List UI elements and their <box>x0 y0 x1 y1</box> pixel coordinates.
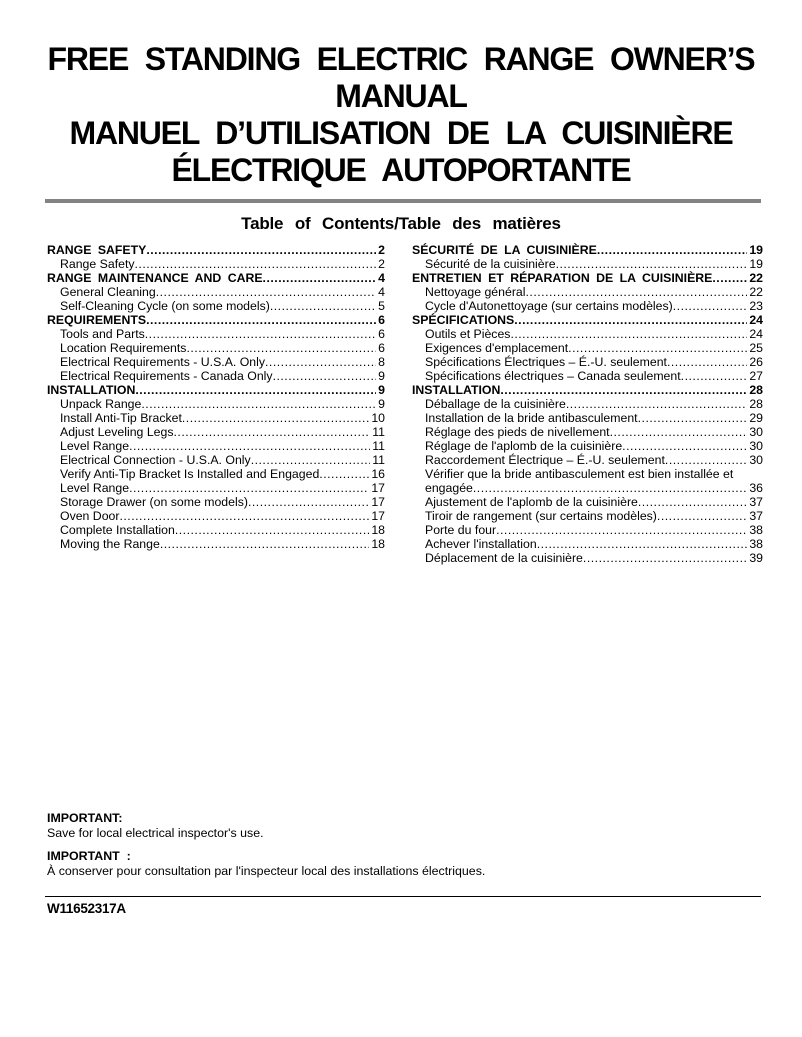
title-english-line2: MANUAL <box>335 78 467 114</box>
toc-entry-label: RANGE SAFETY <box>47 243 147 257</box>
toc-entry <box>412 537 763 551</box>
toc-leader-dots <box>597 243 747 257</box>
toc-leader-dots <box>273 369 377 383</box>
toc-entry-label: Tiroir de rangement (sur certains modèles) <box>425 509 657 523</box>
toc-entry <box>412 411 763 425</box>
toc-entry-label: Réglage des pieds de nivellement <box>425 425 610 439</box>
toc-entry <box>412 509 763 523</box>
toc-entry-page: 11 <box>372 439 385 453</box>
toc-leader-dots <box>160 537 370 551</box>
toc-entry-page: 28 <box>749 383 763 397</box>
toc-entry <box>412 453 763 467</box>
toc-leader-dots <box>156 285 376 299</box>
toc-leader-dots <box>681 369 748 383</box>
toc-leader-dots <box>496 523 747 537</box>
toc-entry <box>412 467 763 481</box>
toc-entry <box>412 383 763 397</box>
title-french-line1: MANUEL D’UTILISATION DE LA CUISINIÈRE <box>69 115 733 151</box>
toc-entry-label: Nettoyage général <box>425 285 526 299</box>
toc-leader-dots <box>667 355 747 369</box>
toc-entry-label: Range Safety <box>60 257 135 271</box>
toc-entry-label: Sécurité de la cuisinière <box>425 257 556 271</box>
toc-entry-label: Exigences d'emplacement <box>425 341 569 355</box>
toc-entry <box>47 299 385 313</box>
footer-notes <box>47 811 763 879</box>
toc-entry-page: 2 <box>378 243 385 257</box>
toc-leader-dots <box>556 257 748 271</box>
toc-entry-label: Storage Drawer (on some models) <box>60 495 248 509</box>
toc-entry-page: 36 <box>749 481 763 495</box>
toc-entry-page: 9 <box>378 397 385 411</box>
toc-entry-label: Self-Cleaning Cycle (on some models) <box>60 299 270 313</box>
toc-leader-dots <box>135 257 377 271</box>
toc-entry-page: 16 <box>371 467 385 481</box>
toc-entry-label: Déballage de la cuisinière <box>425 397 566 411</box>
toc-entry-label: Electrical Requirements - U.S.A. Only <box>60 355 266 369</box>
toc-entry-page: 4 <box>378 285 385 299</box>
toc-entry-page: 22 <box>749 271 763 285</box>
toc-entry-page: 38 <box>749 537 763 551</box>
toc-leader-dots <box>129 481 369 495</box>
toc-entry <box>412 313 763 327</box>
toc-leader-dots <box>566 397 747 411</box>
important-text-english: Save for local electrical inspector's use. <box>47 826 264 840</box>
toc-leader-dots <box>319 467 369 481</box>
toc-entry-page: 8 <box>378 355 385 369</box>
toc-entry <box>47 341 385 355</box>
toc-leader-dots <box>265 355 376 369</box>
toc-entry-page: 18 <box>371 523 385 537</box>
toc-leader-dots <box>186 341 376 355</box>
toc-entry-label: Oven Door <box>60 509 120 523</box>
toc-entry <box>47 439 385 453</box>
toc-entry-label: SPÉCIFICATIONS <box>412 313 515 327</box>
toc-entry-page: 22 <box>749 285 763 299</box>
toc-column-right <box>412 243 763 565</box>
toc-entry <box>412 285 763 299</box>
toc-entry-label: Raccordement Électrique – É.-U. seulement <box>425 453 665 467</box>
toc-leader-dots <box>526 285 748 299</box>
toc-leader-dots <box>175 523 369 537</box>
toc-leader-dots <box>568 341 747 355</box>
toc-entry <box>47 411 385 425</box>
important-text-french: À conserver pour consultation par l'inspecteur local des installations électriques. <box>47 864 486 878</box>
toc-entry <box>412 327 763 341</box>
toc-entry-label: Level Range <box>60 439 130 453</box>
toc-entry-page: 30 <box>749 453 763 467</box>
toc-entry <box>47 453 385 467</box>
toc-entry-label: SÉCURITÉ DE LA CUISINIÈRE <box>412 243 597 257</box>
toc-entry-page: 9 <box>378 369 385 383</box>
toc-entry <box>412 439 763 453</box>
toc-entry <box>412 481 763 495</box>
toc-entry <box>47 271 385 285</box>
toc-entry-page: 37 <box>749 495 763 509</box>
toc-entry <box>47 481 385 495</box>
toc-entry-label: Moving the Range <box>60 537 160 551</box>
toc-leader-dots <box>657 509 747 523</box>
title-english-line1: FREE STANDING ELECTRIC RANGE OWNER’S <box>47 41 755 77</box>
toc-leader-dots <box>500 383 747 397</box>
toc-leader-dots <box>146 243 376 257</box>
toc-entry-page: 9 <box>378 383 385 397</box>
toc-entry <box>47 397 385 411</box>
title-french-line2: ÉLECTRIQUE AUTOPORTANTE <box>171 152 631 188</box>
toc-entry-label: Tools and Parts <box>60 327 145 341</box>
title-divider-rule <box>45 199 761 203</box>
toc-entry-label: RANGE MAINTENANCE AND CARE <box>47 271 263 285</box>
toc-entry-label: Ajustement de l'aplomb de la cuisinière <box>425 495 638 509</box>
toc-entry <box>412 355 763 369</box>
toc-entry-page: 2 <box>378 257 385 271</box>
toc-entry <box>412 551 763 565</box>
toc-entry-page: 24 <box>749 327 763 341</box>
toc-leader-dots <box>638 411 748 425</box>
toc-leader-dots <box>638 495 747 509</box>
toc-leader-dots <box>145 327 376 341</box>
toc-entry-page: 23 <box>749 299 763 313</box>
toc-heading: Table of Contents/Table des matières <box>241 214 561 233</box>
toc-entry-label: Complete Installation <box>60 523 175 537</box>
footer-divider-rule <box>45 896 761 897</box>
toc-entry-label: Achever l'installation <box>425 537 537 551</box>
toc-entry-label: Outils et Pièces <box>425 327 511 341</box>
toc-entry-page: 10 <box>371 411 385 425</box>
toc-entry <box>47 509 385 523</box>
toc-column-left <box>47 243 385 565</box>
toc-entry-page: 28 <box>749 397 763 411</box>
toc-entry-page: 19 <box>749 243 763 257</box>
toc-entry-page: 30 <box>749 425 763 439</box>
toc-entry-label: General Cleaning <box>60 285 156 299</box>
toc-leader-dots <box>537 537 748 551</box>
document-part-number: W11652317A <box>47 901 126 916</box>
toc-leader-dots <box>610 425 748 439</box>
toc-entry <box>47 523 385 537</box>
toc-entry-page: 29 <box>749 411 763 425</box>
toc-entry-label: Adjust Leveling Legs <box>60 425 174 439</box>
toc-entry-label: Spécifications Électriques – É.-U. seulement <box>425 355 667 369</box>
toc-entry <box>47 257 385 271</box>
toc-entry-page: 6 <box>378 313 385 327</box>
toc-entry <box>47 313 385 327</box>
toc-leader-dots <box>263 271 377 285</box>
toc-entry <box>412 369 763 383</box>
toc-entry <box>47 537 385 551</box>
toc-entry <box>412 243 763 257</box>
toc-entry <box>412 495 763 509</box>
toc-entry-label: Réglage de l'aplomb de la cuisinière <box>425 439 623 453</box>
toc-leader-dots <box>712 271 747 285</box>
toc-entry-page: 39 <box>749 551 763 565</box>
toc-entry-label: Electrical Requirements - Canada Only <box>60 369 273 383</box>
toc-leader-dots <box>473 481 747 495</box>
toc-leader-dots <box>514 313 747 327</box>
toc-entry <box>47 285 385 299</box>
important-label-english: IMPORTANT: <box>47 811 123 825</box>
toc-entry <box>412 257 763 271</box>
toc-leader-dots <box>248 495 369 509</box>
table-of-contents <box>47 243 763 565</box>
important-label-french: IMPORTANT : <box>47 849 131 863</box>
toc-entry <box>47 425 385 439</box>
toc-leader-dots <box>583 551 747 565</box>
toc-leader-dots <box>119 509 369 523</box>
toc-entry-page: 17 <box>371 495 385 509</box>
toc-entry-page: 37 <box>749 509 763 523</box>
toc-leader-dots <box>146 313 376 327</box>
toc-leader-dots <box>622 439 747 453</box>
toc-entry-page: 38 <box>749 523 763 537</box>
toc-entry-page: 6 <box>378 341 385 355</box>
important-note-french <box>47 849 763 879</box>
toc-entry-label: Unpack Range <box>60 397 142 411</box>
toc-leader-dots <box>135 383 376 397</box>
toc-entry-label: Level Range <box>60 481 130 495</box>
important-note-english <box>47 811 763 841</box>
toc-entry <box>47 495 385 509</box>
toc-entry-page: 30 <box>749 439 763 453</box>
toc-entry-page: 19 <box>749 257 763 271</box>
toc-leader-dots <box>510 327 747 341</box>
toc-entry-label: Déplacement de la cuisinière <box>425 551 583 565</box>
toc-entry-page: 25 <box>749 341 763 355</box>
toc-entry <box>412 341 763 355</box>
toc-entry-label: Electrical Connection - U.S.A. Only <box>60 453 251 467</box>
toc-entry-label: Install Anti-Tip Bracket <box>60 411 182 425</box>
toc-leader-dots <box>665 453 747 467</box>
toc-entry <box>47 369 385 383</box>
toc-entry-page: 18 <box>371 537 385 551</box>
toc-entry-page: 6 <box>378 327 385 341</box>
toc-entry-label: REQUIREMENTS <box>47 313 147 327</box>
toc-entry-label: Verify Anti-Tip Bracket Is Installed and Engaged <box>60 467 320 481</box>
toc-entry-page: 24 <box>749 313 763 327</box>
toc-entry-page: 17 <box>371 481 385 495</box>
toc-entry-page: 5 <box>378 299 385 313</box>
toc-entry-page: 17 <box>371 509 385 523</box>
toc-entry <box>412 299 763 313</box>
toc-entry-label: INSTALLATION <box>412 383 501 397</box>
toc-entry <box>47 383 385 397</box>
toc-entry <box>412 425 763 439</box>
toc-entry <box>412 523 763 537</box>
toc-entry <box>412 397 763 411</box>
toc-leader-dots <box>129 439 370 453</box>
toc-entry <box>47 243 385 257</box>
toc-entry <box>412 271 763 285</box>
toc-entry-label: Location Requirements <box>60 341 187 355</box>
toc-entry-label: INSTALLATION <box>47 383 136 397</box>
toc-leader-dots <box>270 299 376 313</box>
toc-leader-dots <box>141 397 376 411</box>
toc-entry-label: Spécifications électriques – Canada seulement <box>425 369 681 383</box>
toc-entry-page: 27 <box>749 369 763 383</box>
toc-entry-page: 11 <box>372 453 385 467</box>
toc-entry-page: 4 <box>378 271 385 285</box>
toc-entry-label: ENTRETIEN ET RÉPARATION DE LA CUISINIÈRE <box>412 271 713 285</box>
toc-leader-dots <box>173 425 370 439</box>
toc-leader-dots <box>673 299 748 313</box>
toc-entry-page: 26 <box>749 355 763 369</box>
toc-entry-label: Installation de la bride antibasculement <box>425 411 638 425</box>
toc-entry-label: Cycle d'Autonettoyage (sur certains modèles) <box>425 299 673 313</box>
toc-entry-label: engagée <box>425 481 473 495</box>
toc-entry-page: 11 <box>372 425 385 439</box>
toc-entry-label: Vérifier que la bride antibasculement est bien installée et <box>425 467 734 481</box>
toc-entry <box>47 327 385 341</box>
toc-leader-dots <box>182 411 369 425</box>
toc-entry <box>47 355 385 369</box>
toc-leader-dots <box>251 453 371 467</box>
page-title <box>40 41 762 189</box>
toc-entry <box>47 467 385 481</box>
toc-entry-label: Porte du four <box>425 523 497 537</box>
